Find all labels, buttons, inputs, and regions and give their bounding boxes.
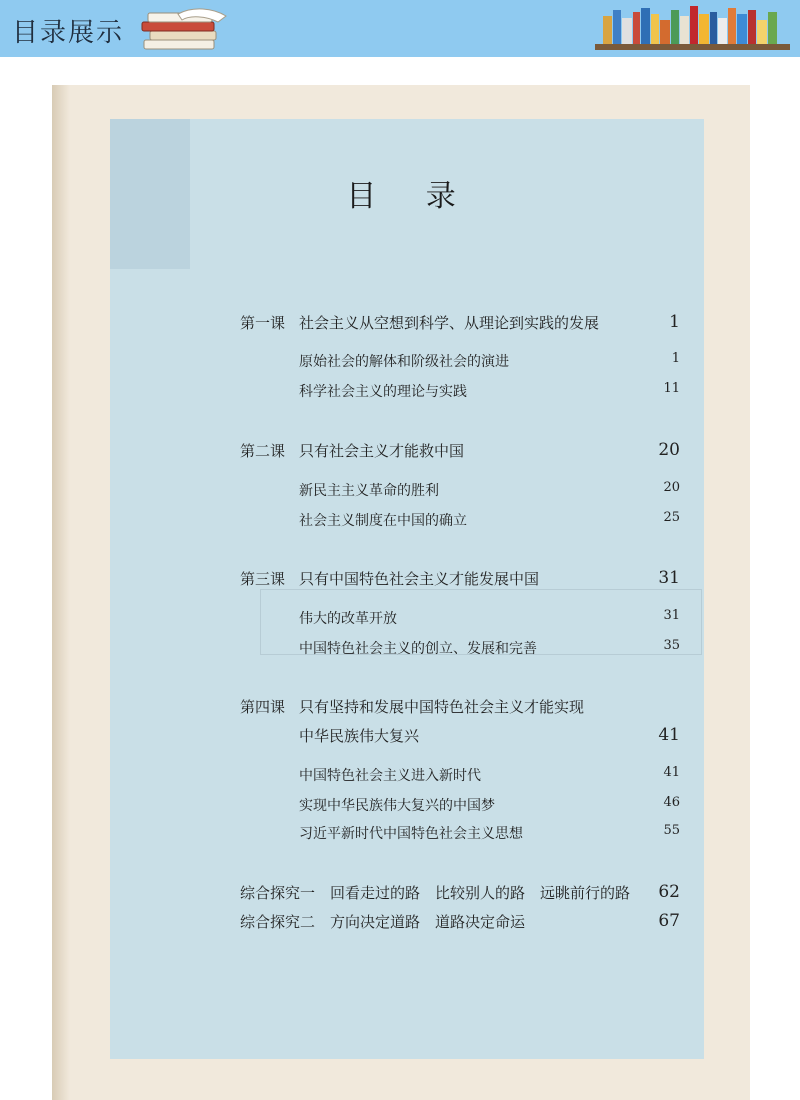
header-banner — [0, 0, 800, 57]
book-page — [52, 85, 750, 1100]
section-title: 实现中华民族伟大复兴的中国梦 — [299, 798, 495, 814]
page-number: 46 — [663, 795, 680, 810]
page-number: 20 — [663, 480, 680, 495]
lesson-number: 第一课 — [240, 314, 286, 332]
toc-lesson-4[interactable] — [52, 696, 750, 718]
lesson-title-continued: 中华民族伟大复兴 — [299, 727, 420, 745]
toc-lesson-2[interactable] — [52, 440, 750, 462]
stacked-books-icon — [138, 6, 230, 52]
section-title: 科学社会主义的理论与实践 — [299, 384, 467, 400]
page-number: 11 — [663, 381, 680, 396]
page-number: 35 — [663, 638, 680, 653]
toc-title: 目 录 — [346, 179, 476, 214]
lesson-title: 只有中国特色社会主义才能发展中国 — [299, 570, 540, 588]
toc-section[interactable] — [52, 381, 750, 403]
toc-lesson-4-line2[interactable] — [52, 725, 750, 747]
toc-section[interactable] — [52, 608, 750, 630]
toc-section[interactable] — [52, 351, 750, 373]
page-number: 31 — [663, 608, 680, 623]
page-number: 41 — [658, 725, 680, 745]
toc-exploration-1[interactable] — [52, 882, 750, 904]
page-number: 41 — [663, 765, 680, 780]
toc-section[interactable] — [52, 510, 750, 532]
lesson-number: 第四课 — [240, 698, 286, 716]
page-number: 1 — [671, 351, 680, 366]
page-number: 62 — [658, 882, 680, 902]
lesson-title: 只有社会主义才能救中国 — [299, 442, 465, 460]
lesson-title: 社会主义从空想到科学、从理论到实践的发展 — [299, 314, 600, 332]
bookshelf-icon — [595, 4, 790, 52]
section-title: 社会主义制度在中国的确立 — [299, 513, 467, 529]
toc-section[interactable] — [52, 823, 750, 845]
page-number: 25 — [663, 510, 680, 525]
lesson-number: 第三课 — [240, 570, 286, 588]
page-gutter-shadow — [52, 85, 70, 1100]
toc-section[interactable] — [52, 795, 750, 817]
section-title: 习近平新时代中国特色社会主义思想 — [299, 826, 523, 842]
page-number: 1 — [669, 312, 680, 332]
page-number: 55 — [663, 823, 680, 838]
exploration-title: 综合探究二 方向决定道路 道路决定命运 — [240, 913, 526, 931]
toc-section[interactable] — [52, 765, 750, 787]
page-number: 31 — [658, 568, 680, 588]
lesson-title: 只有坚持和发展中国特色社会主义才能实现 — [299, 698, 585, 716]
toc-section[interactable] — [52, 480, 750, 502]
page-number: 67 — [658, 911, 680, 931]
toc-lesson-3[interactable] — [52, 568, 750, 590]
section-title: 中国特色社会主义进入新时代 — [299, 768, 481, 784]
section-title: 伟大的改革开放 — [299, 611, 397, 627]
section-title: 原始社会的解体和阶级社会的演进 — [299, 354, 509, 370]
section-title: 新民主主义革命的胜利 — [299, 483, 439, 499]
section-title: 中国特色社会主义的创立、发展和完善 — [299, 641, 537, 657]
toc-lesson-1[interactable] — [52, 312, 750, 334]
exploration-title: 综合探究一 回看走过的路 比较别人的路 远眺前行的路 — [240, 884, 631, 902]
toc-section[interactable] — [52, 638, 750, 660]
header-title: 目录展示 — [12, 18, 125, 48]
toc-exploration-2[interactable] — [52, 911, 750, 933]
lesson-number: 第二课 — [240, 442, 286, 460]
page-number: 20 — [658, 440, 680, 460]
